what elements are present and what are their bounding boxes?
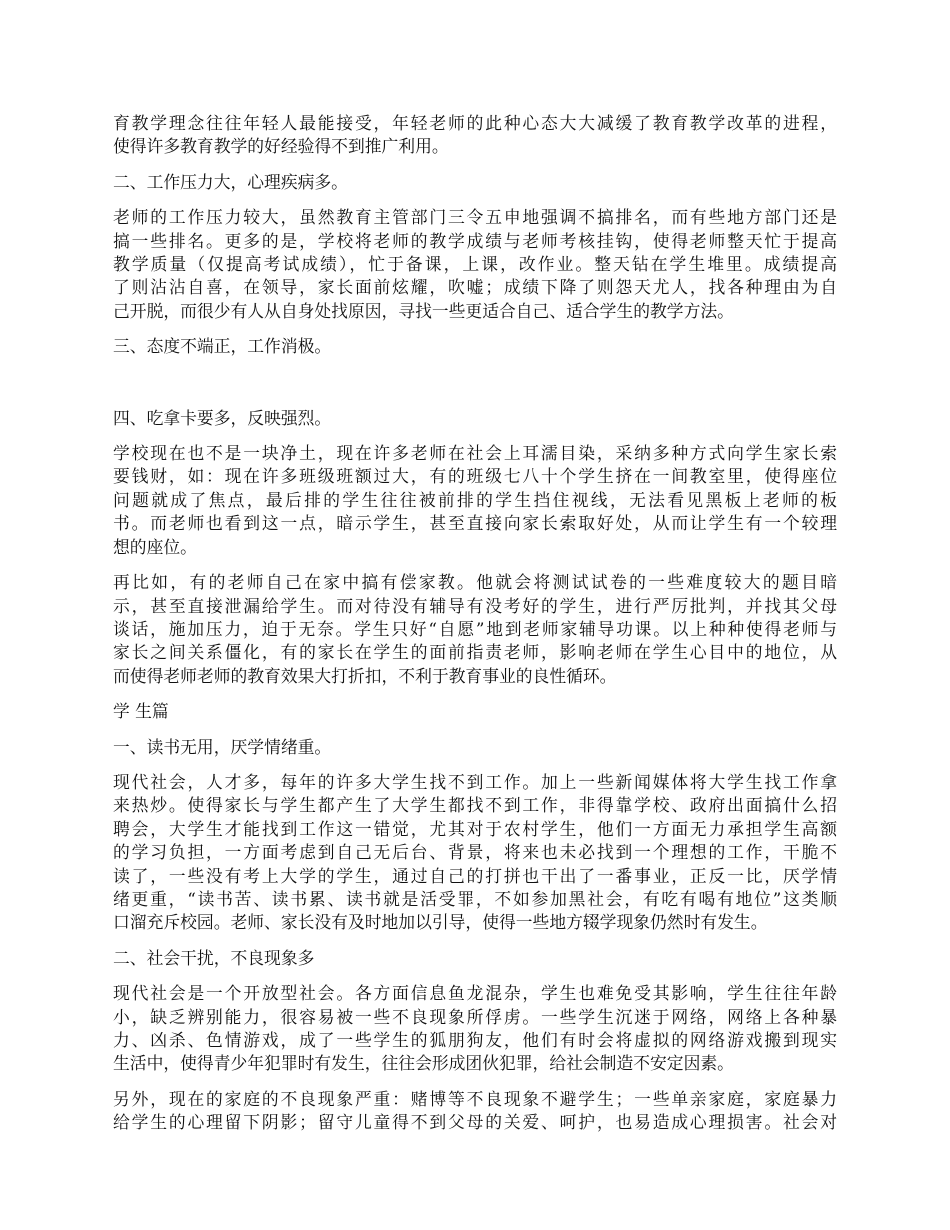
text-line: 再比如，有的老师自己在家中搞有偿家教。他就会将测试试卷的一些难度较大的题目暗 [113, 572, 837, 593]
text-line: 绪更重，“读书苦、读书累、读书就是活受罪，不如参加黑社会，有吃有喝有地位”这类顺 [113, 888, 837, 909]
text-line: 口溜充斥校园。老师、家长没有及时地加以引导，使得一些地方辍学现象仍然时有发生。 [113, 912, 768, 933]
blank-gap [113, 371, 837, 407]
text-line: 教学质量（仅提高考试成绩），忙于备课，上课，改作业。整天钻在学生堆里。成绩提高 [113, 254, 837, 275]
heading-teacher-attitude: 三、态度不端正，工作消极。 [113, 336, 332, 357]
text-line: 力、凶杀、色情游戏，成了一些学生的狐朋狗友，他们有时会将虚拟的网络游戏搬到现实 [113, 1030, 837, 1050]
paragraph-teacher-ideas [113, 112, 837, 159]
text-line: 示，甚至直接泄漏给学生。而对待没有辅导有没考好的学生，进行严厉批判，并找其父母 [113, 595, 837, 616]
heading-student-study: 一、读书无用，厌学情绪重。 [113, 736, 332, 757]
paragraph-teacher-pressure [113, 206, 837, 323]
paragraph-student-family [113, 1088, 837, 1135]
paragraph-student-society [113, 982, 837, 1076]
text-line: 搞一些排名。更多的是，学校将老师的教学成绩与老师考核挂钩，使得老师整天忙于提高 [113, 230, 837, 251]
text-line: 的学习负担，一方面考虑到自己无后台、背景，将来也未必找到一个理想的工作，干脆不 [113, 842, 837, 863]
text-line: 而使得老师老师的教育效果大打折扣，不利于教育事业的良性循环。 [113, 665, 617, 686]
text-line: 现代社会，人才多，每年的许多大学生找不到工作。加上一些新闻媒体将大学生找工作拿 [113, 771, 837, 792]
section-title-students: 学 生篇 [113, 701, 169, 722]
paragraph-student-study [113, 771, 837, 935]
paragraph-teacher-tutoring [113, 571, 837, 688]
text-line: 书。而老师也看到这一点，暗示学生，甚至直接向家长索取好处，从而让学生有一个较理 [113, 513, 837, 534]
paragraph-teacher-bribes [113, 442, 837, 559]
heading-teacher-pressure: 二、工作压力大，心理疾病多。 [113, 171, 348, 192]
text-line: 生活中，使得青少年犯罪时有发生，往往会形成团伙犯罪，给社会制造不安定因素。 [113, 1053, 734, 1074]
text-line: 给学生的心理留下阴影；留守儿童得不到父母的关爱、呵护，也易造成心理损害。社会对 [113, 1112, 837, 1133]
text-line: 了则沾沾自喜，在领导，家长面前炫耀，吹嘘；成绩下降了则怨天尤人，找各种理由为自 [113, 277, 837, 298]
text-line: 学校现在也不是一块净土，现在许多老师在社会上耳濡目染，采纳多种方式向学生家长索 [113, 443, 837, 464]
heading-student-society: 二、社会干扰，不良现象多 [113, 947, 315, 968]
text-line: 现代社会是一个开放型社会。各方面信息鱼龙混杂，学生也难免受其影响，学生往往年龄 [113, 983, 837, 1004]
text-line: 想的座位。 [113, 536, 197, 557]
text-line: 谈话，施加压力，迫于无奈。学生只好“自愿”地到老师家辅导功课。以上种种使得老师与 [113, 618, 837, 639]
text-line: 家长之间关系僵化，有的家长在学生的面前指责老师，影响老师在学生心目中的地位，从 [113, 642, 837, 663]
heading-teacher-bribes: 四、吃拿卡要多，反映强烈。 [113, 407, 332, 428]
text-line: 另外，现在的家庭的不良现象严重：赌博等不良现象不避学生；一些单亲家庭，家庭暴力 [113, 1088, 837, 1109]
text-line: 育教学理念往往年轻人最能接受，年轻老师的此种心态大大减缓了教育教学改革的进程， [113, 113, 837, 133]
text-line: 问题就成了焦点，最后排的学生往往被前排的学生挡住视线，无法看见黑板上老师的板 [113, 489, 837, 510]
text-line: 读了，一些没有考上大学的学生，通过自己的打拼也干出了一番事业，正反一比，厌学情 [113, 865, 837, 886]
text-line: 来热炒。使得家长与学生都产生了大学生都找不到工作，非得靠学校、政府出面搞什么招 [113, 795, 837, 816]
text-line: 己开脱，而很少有人从自身处找原因，寻找一些更适合自己、适合学生的教学方法。 [113, 300, 734, 321]
text-line: 使得许多教育教学的好经验得不到推广利用。 [113, 136, 449, 157]
text-line: 要钱财，如：现在许多班级班额过大，有的班级七八十个学生挤在一间教室里，使得座位 [113, 466, 837, 487]
text-line: 小，缺乏辨别能力，很容易被一些不良现象所俘虏。一些学生沉迷于网络，网络上各种暴 [113, 1006, 837, 1027]
text-line: 聘会，大学生才能找到工作这一错觉，尤其对于农村学生，他们一方面无力承担学生高额 [113, 818, 837, 839]
text-line: 老师的工作压力较大，虽然教育主管部门三令五申地强调不搞排名，而有些地方部门还是 [113, 207, 837, 228]
